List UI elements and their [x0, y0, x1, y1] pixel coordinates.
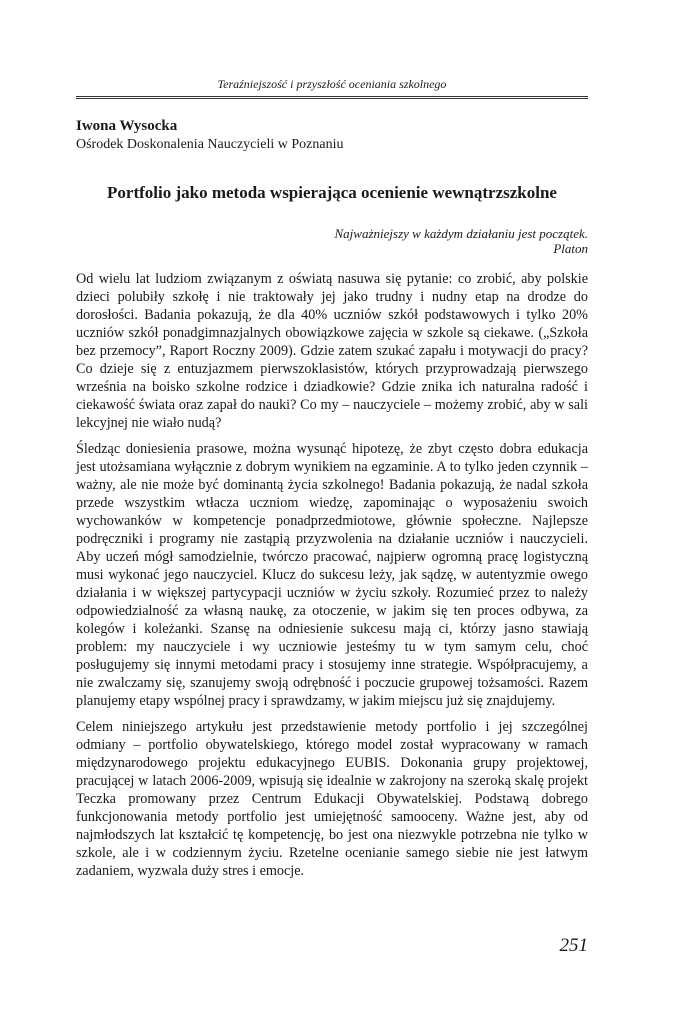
page-number: 251 — [559, 935, 588, 956]
document-page — [76, 76, 588, 888]
article-title: Portfolio jako metoda wspierająca ocenienie wewnątrzszkolne — [107, 183, 557, 202]
running-header: Teraźniejszość i przyszłość oceniania szkolnego — [76, 76, 588, 99]
body-paragraph-2: Śledząc doniesienia prasowe, można wysunąć hipotezę, że zbyt często dobra edukacja jest utożsamiana wyłącznie z dobrym wynikiem na egzaminie. A to tylko jeden czynnik – ważny, ale nie może być dominantą życia szkolnego! Badania pokazują, że nadal szkoła przede wszystkim wtłacza uczniom wiedzę, zapominając o wyposażeniu swoich wychowanków w kompetencje ponadprzedmiotowe, głównie społeczne. Najlepsze podręczniki i programy nie zastąpią przyzwolenia na działanie uczniów i nauczycieli. Aby uczeń mógł samodzielnie, twórczo pracować, najpierw ogromną pracę logistyczną musi wykonać jego nauczyciel. Klucz do sukcesu leży, jak sądzę, w autentyzmie owego działania i w większej partycypacji uczniów w życiu szkoły. Rozumieć przez to należy odpowiedzialność za własną naukę, za otoczenie, w jakim się ten proces odbywa, za kolegów i koleżanki. Szansę na odniesienie sukcesu mają ci, którzy jasno stawiają problem: my nauczyciele i wy uczniowie jesteśmy tu w tym samym celu, choć posługujemy się innymi metodami pracy i stosujemy inne strategie. Współpracujemy, a nie zwalczamy się, szanujemy swoją odrębność i poczucie grupowej tożsamości. Razem planujemy etapy wspólnej pracy i sprawdzamy, w jakim miejscu już się znajdujemy. — [76, 441, 588, 709]
body-paragraph-3: Celem niniejszego artykułu jest przedstawienie metody portfolio i jej szczególnej odmiany – portfolio obywatelskiego, którego model został wypracowany w ramach międzynarodowego projektu edukacyjnego EUBIS. Dokonania grupy projektowej, pracującej w latach 2006-2009, wpisują się idealnie w zakrojony na szeroką skalę projekt Teczka promowany przez Centrum Edukacji Obywatelskiej. Podstawą dobrego funkcjonowania metody portfolio jest umiejętność samooceny. Ważne jest, aby od najmłodszych lat kształcić tę kompetencję, bo jest ona niezwykle potrzebna nie tylko w szkole, ale i w codziennym życiu. Rzetelne ocenianie samego siebie nie jest łatwym zadaniem, wyzwala duży stres i emocje. — [76, 719, 588, 879]
epigraph-source: Platon — [553, 241, 588, 256]
epigraph — [76, 226, 588, 256]
body-paragraph-1: Od wielu lat ludziom związanym z oświatą nasuwa się pytanie: co zrobić, aby polskie dzieci polubiły szkołę i nie traktowały jej jako trudny i nudny etap na drodze do dorosłości. Badania pokazują, że dla 40% uczniów szkół podstawowych i tylko 20% uczniów szkół ponadgimnazjalnych obowiązkowe zajęcia w szkole są ciekawe. („Szkoła bez przemocy”, Raport Roczny 2009). Gdzie zatem szukać zapału i motywacji do pracy? Co dzieje się z entuzjazmem pierwszoklasistów, których przyprowadzają pierwszego września na boisko szkolne rodzice i dziadkowie? Gdzie znika ich naturalna radość i ciekawość świata oraz zapał do nauki? Co my – nauczyciele – możemy zrobić, aby w sali lekcyjnej nie wiało nudą? — [76, 271, 588, 431]
epigraph-quote: Najważniejszy w każdym działaniu jest początek. — [334, 226, 588, 241]
author-affiliation: Ośrodek Doskonalenia Nauczycieli w Poznaniu — [76, 137, 344, 152]
author-name: Iwona Wysocka — [76, 118, 178, 134]
